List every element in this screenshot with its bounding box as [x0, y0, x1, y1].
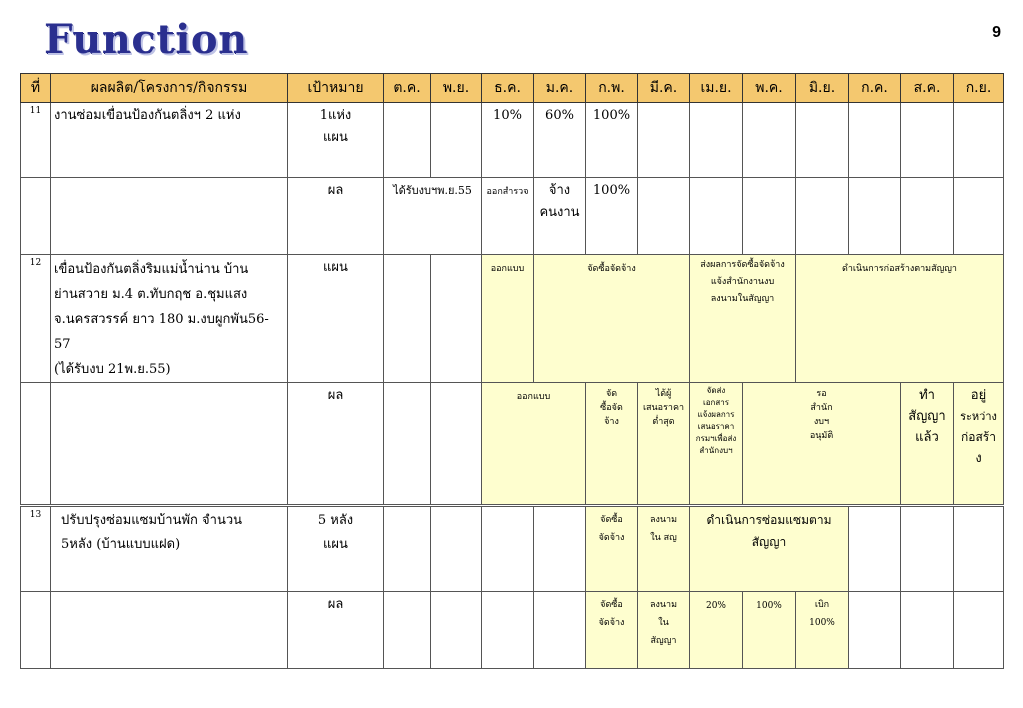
row-number-empty [21, 383, 51, 506]
header-month-nov: พ.ย. [431, 74, 482, 103]
table-row [21, 255, 1004, 383]
table-row [21, 178, 1004, 255]
bidder-line: เสนอราคา [642, 403, 685, 413]
cell-feb: 100% [586, 103, 638, 178]
table-row [21, 506, 1004, 592]
cell-apr [690, 178, 743, 255]
header-month-jul: ก.ค. [849, 74, 901, 103]
wait-line: รอ [816, 389, 827, 399]
project-name-line: ย่านสวาย ม.4 ต.ทับกฤช อ.ชุมแสง [54, 287, 248, 302]
send-line: ลงนามในสัญญา [710, 294, 775, 304]
cell-sep [954, 506, 1004, 592]
cell-sep [954, 178, 1004, 255]
cell-oct [384, 506, 431, 592]
cell-jul [849, 178, 901, 255]
send-line: แจ้งผลการ [697, 410, 735, 419]
progress-20: 20% [705, 601, 726, 611]
cell-nov [431, 103, 482, 178]
sign-line: ลงนาม [649, 515, 678, 525]
table-row [21, 383, 1004, 506]
progress-100: 100% [756, 601, 782, 611]
cell-may [743, 178, 796, 255]
result-dec [482, 178, 534, 255]
plan-label: แผน [323, 130, 348, 145]
header-month-may: พ.ค. [743, 74, 796, 103]
header-month-feb: ก.พ. [586, 74, 638, 103]
design-text: ออกแบบ [516, 392, 551, 402]
send-line: กรมฯเพื่อส่ง [695, 434, 737, 443]
cell-mar [638, 178, 690, 255]
cell-jan [534, 592, 586, 669]
result-label: ผล [288, 178, 384, 255]
target-quantity: 5 หลัง [317, 513, 354, 528]
plan-send-results [690, 255, 796, 383]
cell-oct [384, 383, 431, 506]
header-month-sep: ก.ย. [954, 74, 1004, 103]
sign-line: สัญญา [650, 636, 677, 646]
send-line: จัดส่ง [706, 386, 726, 395]
target-cell [288, 103, 384, 178]
result-procurement [586, 383, 638, 506]
project-name [51, 506, 288, 592]
procure-line: จัดจ้าง [598, 533, 625, 543]
cell-dec [482, 592, 534, 669]
plan-label: แผน [323, 537, 348, 552]
procure-line: จัด [605, 389, 618, 399]
cell-oct [384, 103, 431, 178]
header-month-aug: ส.ค. [901, 74, 954, 103]
building-line: ระหว่าง [960, 410, 997, 423]
disburse-line: เบิก [814, 600, 830, 610]
procurement-text: จัดซื้อจัดจ้าง [587, 264, 636, 274]
result-label: ผล [288, 383, 384, 506]
cell-jul [849, 103, 901, 178]
send-line: เสนอราคา [697, 422, 735, 431]
result-bidder [638, 383, 690, 506]
project-name-line: จ.นครสวรรค์ ยาว 180 ม.งบผูกพัน56-57 [54, 312, 269, 352]
project-name-empty [51, 178, 288, 255]
row-number: 12 [21, 255, 51, 383]
project-name-line: 5หลัง (บ้านแบบแฝด) [61, 537, 181, 552]
building-line: ก่อสร้า [961, 430, 996, 444]
procure-line: ซื้อจัด [600, 403, 623, 413]
project-name-empty [51, 383, 288, 506]
budget-received-text: ได้รับงบฯพ.ย.55 [393, 184, 472, 197]
project-name-empty [51, 592, 288, 669]
result-oct-nov [384, 178, 482, 255]
cell-jul [849, 506, 901, 592]
sign-line: ลงนาม [649, 600, 678, 610]
repair-line: สัญญา [751, 535, 787, 549]
cell-aug [901, 178, 954, 255]
building-line: อยู่ [970, 388, 987, 403]
project-name-line: เขื่อนป้องกันตลิ่งริมแม่น้ำน่าน บ้าน [54, 262, 249, 277]
contract-line: สัญญา [908, 409, 946, 424]
wait-line: อนุมัติ [809, 431, 834, 441]
header-no: ที่ [21, 74, 51, 103]
plan-construction [796, 255, 1004, 383]
result-jan [534, 178, 586, 255]
cell-jan: 60% [534, 103, 586, 178]
hire-text: จ้าง [548, 183, 571, 198]
cell-nov [431, 255, 482, 383]
cell-jun [796, 103, 849, 178]
result-may [743, 592, 796, 669]
cell-mar [638, 103, 690, 178]
procure-line: จัดซื้อ [600, 515, 623, 525]
result-design [482, 383, 586, 506]
cell-nov [431, 592, 482, 669]
header-row [21, 74, 1004, 103]
table-row [21, 103, 1004, 178]
header-month-jun: มิ.ย. [796, 74, 849, 103]
cell-oct [384, 592, 431, 669]
result-label: ผล [288, 592, 384, 669]
header-month-oct: ต.ค. [384, 74, 431, 103]
result-jun [796, 592, 849, 669]
send-line: ส่งผลการจัดซื้อจัดจ้าง [700, 260, 785, 270]
result-awaiting-approval [743, 383, 901, 506]
plan-design [482, 255, 534, 383]
cell-dec: 10% [482, 103, 534, 178]
cell-jul [849, 592, 901, 669]
plan-procurement [586, 506, 638, 592]
disburse-line: 100% [809, 618, 835, 628]
workers-text: คนงาน [539, 205, 580, 220]
cell-nov [431, 506, 482, 592]
row-number: 13 [21, 506, 51, 592]
cell-sep [954, 592, 1004, 669]
cell-jan [534, 506, 586, 592]
target-cell [288, 506, 384, 592]
procure-line: จัดจ้าง [598, 618, 625, 628]
result-apr [690, 592, 743, 669]
building-line: ง [975, 451, 982, 466]
target-quantity: 1แห่ง [319, 108, 352, 123]
project-name [51, 255, 288, 383]
result-contract-signed [901, 383, 954, 506]
header-month-dec: ธ.ค. [482, 74, 534, 103]
result-sign-contract [638, 592, 690, 669]
project-name: งานซ่อมเขื่อนป้องกันตลิ่งฯ 2 แห่ง [51, 103, 288, 178]
plan-sign-contract [638, 506, 690, 592]
construction-text: ดำเนินการก่อสร้างตามสัญญา [842, 264, 957, 274]
row-number: 11 [21, 103, 51, 178]
cell-oct [384, 255, 431, 383]
send-line: สำนักงบฯ [699, 446, 733, 455]
cell-aug [901, 103, 954, 178]
repair-line: ดำเนินการซ่อมแซมตาม [706, 513, 832, 527]
cell-jun [796, 178, 849, 255]
cell-aug [901, 506, 954, 592]
cell-sep [954, 103, 1004, 178]
cell-apr [690, 103, 743, 178]
procure-line: จ้าง [604, 417, 619, 427]
send-line: แจ้งสำนักงานงบ [710, 277, 775, 287]
table-row [21, 592, 1004, 669]
page-title: Function [44, 16, 248, 63]
result-under-construction [954, 383, 1004, 506]
cell-may [743, 103, 796, 178]
cell-dec [482, 506, 534, 592]
page-number: 9 [992, 24, 1001, 41]
survey-text: ออกสำรวจ [486, 187, 529, 197]
plan-repair [690, 506, 849, 592]
procure-line: จัดซื้อ [600, 600, 623, 610]
project-name-line: ปรับปรุงซ่อมแซมบ้านพัก จำนวน [61, 513, 243, 528]
result-send-docs [690, 383, 743, 506]
sign-line: ใน [658, 618, 669, 628]
schedule-table [20, 73, 1004, 669]
bidder-line: ต่ำสุด [652, 417, 675, 427]
send-line: เอกสาร [702, 398, 730, 407]
contract-line: แล้ว [915, 430, 939, 445]
result-feb: 100% [586, 178, 638, 255]
plan-procurement [534, 255, 690, 383]
header-target: เป้าหมาย [288, 74, 384, 103]
cell-aug [901, 592, 954, 669]
header-month-jan: ม.ค. [534, 74, 586, 103]
design-text: ออกแบบ [490, 264, 525, 274]
row-number-empty [21, 592, 51, 669]
wait-line: งบฯ [813, 417, 830, 427]
bidder-line: ได้ผู้ [655, 389, 672, 399]
header-month-mar: มี.ค. [638, 74, 690, 103]
wait-line: สำนัก [810, 403, 833, 413]
contract-line: ทำ [919, 388, 935, 403]
header-item: ผลผลิต/โครงการ/กิจกรรม [51, 74, 288, 103]
project-name-line: (ได้รับงบ 21พ.ย.55) [54, 362, 171, 377]
sign-line: ใน สญ [650, 533, 677, 543]
row-number-empty [21, 178, 51, 255]
header-month-apr: เม.ย. [690, 74, 743, 103]
result-procurement [586, 592, 638, 669]
plan-label: แผน [288, 255, 384, 383]
cell-nov [431, 383, 482, 506]
